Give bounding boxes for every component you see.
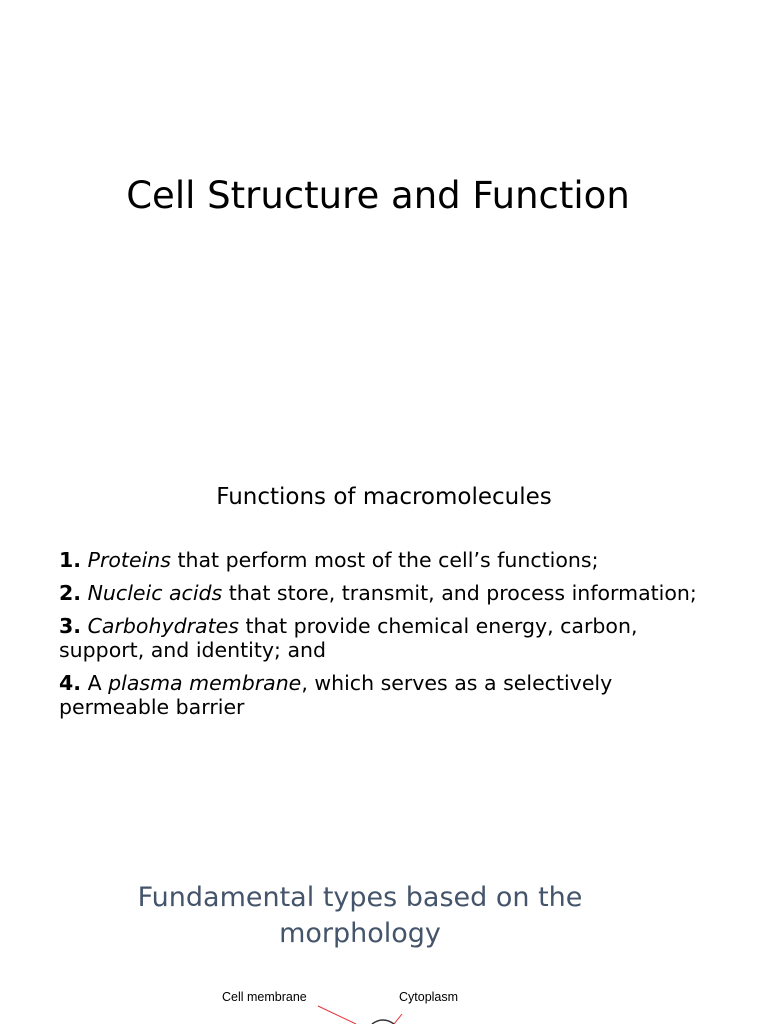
- cell-diagram: [0, 980, 768, 1024]
- item-number: 4.: [59, 671, 82, 695]
- item-description: that store, transmit, and process information;: [222, 581, 697, 605]
- morphology-heading: Fundamental types based on the morphology: [137, 882, 583, 949]
- list-item: [59, 548, 719, 572]
- cell-membrane-label: Cell membrane: [222, 990, 307, 1004]
- item-number: 1.: [59, 548, 82, 572]
- item-description: that perform most of the cell’s functions;: [170, 548, 599, 572]
- item-number: 2.: [59, 581, 82, 605]
- item-description: , which serves as a selectively permeable barrier: [59, 671, 613, 719]
- item-term: Carbohydrates: [87, 614, 239, 638]
- cytoplasm-label: Cytoplasm: [399, 990, 459, 1004]
- diagram-pointers: [0, 980, 768, 1024]
- item-prefix: A: [87, 671, 109, 695]
- item-description: that provide chemical energy, carbon, support, and identity; and: [59, 614, 638, 662]
- item-number: 3.: [59, 614, 82, 638]
- macromolecules-heading: Functions of macromolecules: [216, 484, 552, 510]
- list-item: [59, 581, 719, 605]
- item-term: plasma membrane: [108, 671, 302, 695]
- item-term: Proteins: [87, 548, 171, 572]
- macromolecule-function-list: [59, 548, 719, 728]
- cytoplasm-pointer: [394, 1014, 402, 1024]
- list-item: [59, 671, 719, 719]
- item-term: Nucleic acids: [87, 581, 223, 605]
- slide-title: Cell Structure and Function: [126, 174, 630, 217]
- cell-membrane-pointer: [318, 1006, 356, 1024]
- cell-outline: [372, 1020, 394, 1024]
- list-item: [59, 614, 719, 662]
